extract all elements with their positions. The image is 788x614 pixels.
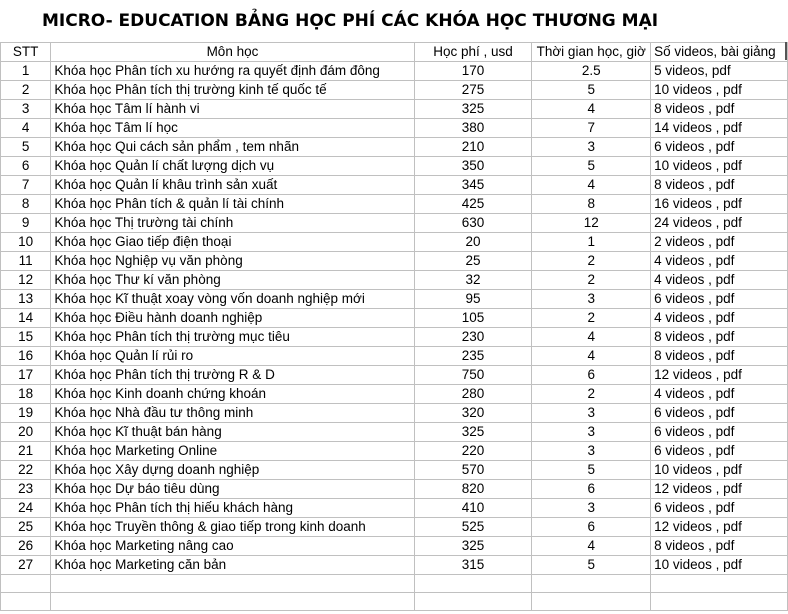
header-so-videos[interactable]: Số videos, bài giảng [651, 43, 788, 62]
cell-hours[interactable]: 6 [532, 480, 651, 499]
cell-course-name[interactable]: Khóa học Quản lí khâu trình sản xuất [51, 176, 414, 195]
cell-stt[interactable]: 23 [1, 480, 51, 499]
cell-hours[interactable]: 2 [532, 271, 651, 290]
cell-hours[interactable]: 2.5 [532, 62, 651, 81]
table-row [1, 366, 788, 385]
table-body [1, 62, 788, 611]
cell-fee[interactable]: 20 [414, 233, 532, 252]
cell-videos[interactable]: 8 videos , pdf [651, 347, 788, 366]
cell-course-name[interactable]: Khóa học Giao tiếp điện thoại [51, 233, 414, 252]
column-divider [785, 42, 787, 60]
cell-course-name[interactable]: Khóa học Quản lí rủi ro [51, 347, 414, 366]
cell-fee[interactable]: 410 [414, 499, 532, 518]
cell-videos[interactable]: 12 videos , pdf [651, 518, 788, 537]
cell-fee[interactable]: 280 [414, 385, 532, 404]
table-row [1, 157, 788, 176]
empty-cell[interactable] [532, 575, 651, 593]
table-row [1, 214, 788, 233]
cell-stt[interactable]: 2 [1, 81, 51, 100]
cell-videos[interactable]: 4 videos , pdf [651, 385, 788, 404]
header-thoi-gian[interactable]: Thời gian học, giờ [532, 43, 651, 62]
cell-videos[interactable]: 24 videos , pdf [651, 214, 788, 233]
cell-videos[interactable]: 10 videos , pdf [651, 556, 788, 575]
cell-videos[interactable]: 4 videos , pdf [651, 271, 788, 290]
table-row [1, 499, 788, 518]
cell-stt[interactable]: 5 [1, 138, 51, 157]
cell-stt[interactable]: 18 [1, 385, 51, 404]
cell-fee[interactable]: 220 [414, 442, 532, 461]
cell-course-name[interactable]: Khóa học Phân tích xu hướng ra quyết định đám đông [51, 62, 414, 81]
table-row [1, 423, 788, 442]
cell-hours[interactable]: 12 [532, 214, 651, 233]
cell-course-name[interactable]: Khóa học Tâm lí học [51, 119, 414, 138]
cell-stt[interactable]: 24 [1, 499, 51, 518]
cell-videos[interactable]: 6 videos , pdf [651, 290, 788, 309]
cell-fee[interactable]: 315 [414, 556, 532, 575]
cell-course-name[interactable]: Khóa học Kĩ thuật bán hàng [51, 423, 414, 442]
cell-hours[interactable]: 5 [532, 556, 651, 575]
table-row [1, 518, 788, 537]
cell-fee[interactable]: 325 [414, 100, 532, 119]
cell-fee[interactable]: 32 [414, 271, 532, 290]
header-mon-hoc[interactable]: Môn học [51, 43, 414, 62]
cell-stt[interactable]: 10 [1, 233, 51, 252]
cell-stt[interactable]: 22 [1, 461, 51, 480]
cell-fee[interactable]: 380 [414, 119, 532, 138]
cell-hours[interactable]: 4 [532, 100, 651, 119]
header-row [1, 43, 788, 62]
cell-fee[interactable]: 275 [414, 81, 532, 100]
cell-fee[interactable]: 325 [414, 537, 532, 556]
table-row [1, 81, 788, 100]
cell-course-name[interactable]: Khóa học Kĩ thuật xoay vòng vốn doanh nghiệp mới [51, 290, 414, 309]
table-row [1, 195, 788, 214]
cell-fee[interactable]: 95 [414, 290, 532, 309]
cell-hours[interactable]: 5 [532, 157, 651, 176]
course-fee-table [0, 42, 788, 611]
cell-hours[interactable]: 2 [532, 252, 651, 271]
cell-stt[interactable]: 3 [1, 100, 51, 119]
cell-hours[interactable]: 8 [532, 195, 651, 214]
empty-row [1, 593, 788, 611]
cell-videos[interactable]: 14 videos , pdf [651, 119, 788, 138]
cell-hours[interactable]: 3 [532, 442, 651, 461]
cell-videos[interactable]: 12 videos , pdf [651, 366, 788, 385]
cell-stt[interactable]: 12 [1, 271, 51, 290]
cell-course-name[interactable]: Khóa học Phân tích thị trường mục tiêu [51, 328, 414, 347]
cell-fee[interactable]: 820 [414, 480, 532, 499]
cell-fee[interactable]: 345 [414, 176, 532, 195]
cell-stt[interactable]: 21 [1, 442, 51, 461]
cell-fee[interactable]: 25 [414, 252, 532, 271]
cell-hours[interactable]: 2 [532, 385, 651, 404]
cell-hours[interactable]: 5 [532, 461, 651, 480]
cell-course-name[interactable]: Khóa học Dự báo tiêu dùng [51, 480, 414, 499]
table-row [1, 176, 788, 195]
table-row [1, 385, 788, 404]
cell-stt[interactable]: 1 [1, 62, 51, 81]
cell-course-name[interactable]: Khóa học Marketing căn bản [51, 556, 414, 575]
cell-fee[interactable]: 630 [414, 214, 532, 233]
cell-course-name[interactable]: Khóa học Thư kí văn phòng [51, 271, 414, 290]
cell-course-name[interactable]: Khóa học Qui cách sản phẩm , tem nhãn [51, 138, 414, 157]
table-row [1, 233, 788, 252]
cell-hours[interactable]: 4 [532, 328, 651, 347]
table-row [1, 461, 788, 480]
cell-course-name[interactable]: Khóa học Phân tích thị trường R & D [51, 366, 414, 385]
cell-fee[interactable]: 570 [414, 461, 532, 480]
cell-hours[interactable]: 7 [532, 119, 651, 138]
empty-cell[interactable] [651, 575, 788, 593]
table-row [1, 556, 788, 575]
cell-fee[interactable]: 320 [414, 404, 532, 423]
table-row [1, 119, 788, 138]
cell-hours[interactable]: 1 [532, 233, 651, 252]
cell-fee[interactable]: 230 [414, 328, 532, 347]
cell-videos[interactable]: 8 videos , pdf [651, 537, 788, 556]
cell-videos[interactable]: 6 videos , pdf [651, 138, 788, 157]
cell-fee[interactable]: 350 [414, 157, 532, 176]
cell-hours[interactable]: 6 [532, 518, 651, 537]
cell-course-name[interactable]: Khóa học Quản lí chất lượng dịch vụ [51, 157, 414, 176]
table-row [1, 480, 788, 499]
empty-row [1, 575, 788, 593]
empty-cell[interactable] [1, 593, 51, 611]
cell-hours[interactable]: 3 [532, 290, 651, 309]
cell-videos[interactable]: 2 videos , pdf [651, 233, 788, 252]
cell-videos[interactable]: 8 videos , pdf [651, 328, 788, 347]
page-title: MICRO- EDUCATION BẢNG HỌC PHÍ CÁC KHÓA HỌC THƯƠNG MẠI [42, 11, 659, 31]
cell-fee[interactable]: 325 [414, 423, 532, 442]
cell-stt[interactable]: 7 [1, 176, 51, 195]
cell-stt[interactable]: 19 [1, 404, 51, 423]
cell-videos[interactable]: 8 videos , pdf [651, 176, 788, 195]
table-row [1, 252, 788, 271]
cell-hours[interactable]: 3 [532, 499, 651, 518]
header-hoc-phi[interactable]: Học phí , usd [414, 43, 532, 62]
cell-course-name[interactable]: Khóa học Truyền thông & giao tiếp trong kinh doanh [51, 518, 414, 537]
cell-stt[interactable]: 11 [1, 252, 51, 271]
cell-hours[interactable]: 5 [532, 81, 651, 100]
table-row [1, 138, 788, 157]
cell-stt[interactable]: 13 [1, 290, 51, 309]
table-row [1, 271, 788, 290]
cell-videos[interactable]: 4 videos , pdf [651, 252, 788, 271]
table-row [1, 309, 788, 328]
cell-course-name[interactable]: Khóa học Marketing nâng cao [51, 537, 414, 556]
cell-videos[interactable]: 8 videos , pdf [651, 100, 788, 119]
cell-stt[interactable]: 26 [1, 537, 51, 556]
empty-cell[interactable] [1, 575, 51, 593]
cell-hours[interactable]: 3 [532, 404, 651, 423]
cell-hours[interactable]: 4 [532, 176, 651, 195]
cell-stt[interactable]: 4 [1, 119, 51, 138]
table-row [1, 328, 788, 347]
cell-stt[interactable]: 27 [1, 556, 51, 575]
cell-videos[interactable]: 5 videos, pdf [651, 62, 788, 81]
cell-videos[interactable]: 12 videos , pdf [651, 480, 788, 499]
table-row [1, 100, 788, 119]
cell-stt[interactable]: 14 [1, 309, 51, 328]
cell-videos[interactable]: 10 videos , pdf [651, 157, 788, 176]
cell-stt[interactable]: 9 [1, 214, 51, 233]
cell-course-name[interactable]: Khóa học Thị trường tài chính [51, 214, 414, 233]
cell-videos[interactable]: 6 videos , pdf [651, 442, 788, 461]
cell-fee[interactable]: 525 [414, 518, 532, 537]
cell-hours[interactable]: 2 [532, 309, 651, 328]
empty-cell[interactable] [651, 593, 788, 611]
cell-fee[interactable]: 750 [414, 366, 532, 385]
cell-course-name[interactable]: Khóa học Nghiệp vụ văn phòng [51, 252, 414, 271]
table-row [1, 290, 788, 309]
empty-cell[interactable] [414, 593, 532, 611]
cell-course-name[interactable]: Khóa học Kinh doanh chứng khoán [51, 385, 414, 404]
cell-hours[interactable]: 3 [532, 423, 651, 442]
cell-fee[interactable]: 210 [414, 138, 532, 157]
cell-fee[interactable]: 105 [414, 309, 532, 328]
table-row [1, 347, 788, 366]
cell-course-name[interactable]: Khóa học Tâm lí hành vi [51, 100, 414, 119]
empty-cell[interactable] [414, 575, 532, 593]
cell-stt[interactable]: 17 [1, 366, 51, 385]
cell-stt[interactable]: 20 [1, 423, 51, 442]
cell-fee[interactable]: 425 [414, 195, 532, 214]
cell-stt[interactable]: 8 [1, 195, 51, 214]
cell-videos[interactable]: 10 videos , pdf [651, 461, 788, 480]
cell-videos[interactable]: 16 videos , pdf [651, 195, 788, 214]
cell-videos[interactable]: 6 videos , pdf [651, 404, 788, 423]
cell-videos[interactable]: 6 videos , pdf [651, 423, 788, 442]
cell-course-name[interactable]: Khóa học Phân tích thị hiếu khách hàng [51, 499, 414, 518]
cell-course-name[interactable]: Khóa học Marketing Online [51, 442, 414, 461]
cell-hours[interactable]: 4 [532, 537, 651, 556]
cell-course-name[interactable]: Khóa học Xây dựng doanh nghiệp [51, 461, 414, 480]
cell-hours[interactable]: 3 [532, 138, 651, 157]
table-row [1, 62, 788, 81]
cell-course-name[interactable]: Khóa học Điều hành doanh nghiệp [51, 309, 414, 328]
table-row [1, 442, 788, 461]
cell-hours[interactable]: 6 [532, 366, 651, 385]
cell-hours[interactable]: 4 [532, 347, 651, 366]
empty-cell[interactable] [51, 593, 414, 611]
cell-course-name[interactable]: Khóa học Phân tích thị trường kinh tế quốc tế [51, 81, 414, 100]
table-row [1, 537, 788, 556]
cell-videos[interactable]: 4 videos , pdf [651, 309, 788, 328]
cell-stt[interactable]: 15 [1, 328, 51, 347]
cell-stt[interactable]: 25 [1, 518, 51, 537]
cell-course-name[interactable]: Khóa học Phân tích & quản lí tài chính [51, 195, 414, 214]
header-stt[interactable]: STT [1, 43, 51, 62]
table-row [1, 404, 788, 423]
cell-course-name[interactable]: Khóa học Nhà đầu tư thông minh [51, 404, 414, 423]
cell-fee[interactable]: 235 [414, 347, 532, 366]
cell-fee[interactable]: 170 [414, 62, 532, 81]
cell-videos[interactable]: 6 videos , pdf [651, 499, 788, 518]
cell-videos[interactable]: 10 videos , pdf [651, 81, 788, 100]
empty-cell[interactable] [51, 575, 414, 593]
cell-stt[interactable]: 6 [1, 157, 51, 176]
cell-stt[interactable]: 16 [1, 347, 51, 366]
empty-cell[interactable] [532, 593, 651, 611]
